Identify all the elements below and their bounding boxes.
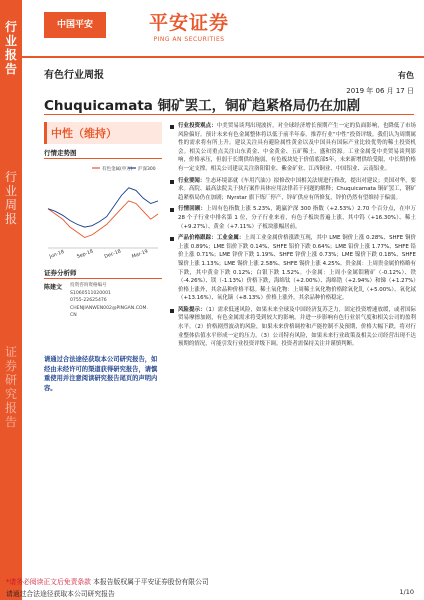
category-label-weekly: 行业周报 [4, 170, 17, 226]
bullet-head: 产品价格跟踪：工业金属： [178, 235, 245, 242]
bullet-body: （1）需求低迷风险，如果未来全球及中国经济复苏乏力，固定投资增速放缓，或者国际贸易摩擦加剧，有色金属需求将受到较大的影响。并进一步影响有色行业景气度和相关公司的盈利水平。（2）价格剧烈波动的风险，如果未来价格调控和产能控制不及预期，价格大幅下跌，将对行业整体估值水平形成一定的压力。（3）公司特有风险，如果未来行业政策及相关公司经营出现不达预期的情况，可能引发行业投资评级下调。投资者需保持关注并谨慎判断。 [178, 306, 416, 348]
analyst-email-tail: CN [70, 313, 77, 319]
bullet-square-icon [170, 237, 174, 241]
bullet-head: 行业投资观点： [178, 123, 217, 129]
analyst-info [70, 282, 148, 320]
rating-text: 中性（维持） [51, 127, 117, 140]
page-number: 1/10 [399, 588, 414, 596]
bullet-text [178, 122, 416, 174]
bullet-investment-view [170, 122, 416, 174]
brand-name-en: PING AN SECURITIES [153, 36, 225, 43]
pingan-logo: 中国平安 [44, 12, 106, 38]
bullet-industry-news [170, 177, 416, 203]
x-tick-label: Dec-18 [103, 249, 122, 260]
bullet-body: 生态环境部就《车用汽油）》拟修改中国相关法规进行修改，提出对建议；美国对华。要求。高院、最高法院关于执行案件具体应用法律若干问题的解释；Chuquicamata 铜矿罢工，钢矿趋紧格局仍在加剧；Nyrstar 旗下炼厂停产，锌矿供应有所修复，锌价仍然有望维持于偏弱。 [178, 177, 416, 201]
analyst-name: 陈建文 [44, 284, 63, 291]
x-tick-label: Mar-19 [131, 249, 149, 260]
footer-notice-prefix: *请务必阅读正文后免责条款 [6, 578, 91, 586]
footer-source: 请通过合法途径获取本公司研究报告 [6, 590, 115, 598]
analyst-heading: 证券分析师 [44, 268, 162, 279]
bullet-body: 上周工业金属价格涨跌互现，其中 LME 铜价上涨 0.28%、SHFE 铜价上涨 0.89%；LME 铝价下跌 0.14%、SHFE 铝价下跌 0.64%；LME 铅价上涨 1.77%、SHFE 铅价上涨 0.71%；LME 锌价下跌 1.19%、SHFE 锌价上涨 0.73%；LME 镍价下跌 0.18%、SHFE 镍价上涨 1.13%；LME 锡价上涨 2.58%、SHFE 锡价上涨 4.25%。贵金属：上周贵金属价格略有下跌，其中黄金下跌 0.12%；白银下跌 1.52%。小金属：上周小金属钼精矿（-0.12%）、铁（-4.26%）、镁（-1.13%）价格下跌，海绵钛（+2.00%）、海绵锆（+2.94%）和锑（+1.27%）价格上涨外，其余品种价格平稳。稀土氧化物：上周稀土氧化物价格除氧化钆（+5.00%）、氧化铽（+13.16%）、氧化镝（+8.13%）价格上涨外，其余品种价格稳定。 [178, 235, 416, 302]
chart-container [44, 162, 162, 262]
left-category-band [0, 0, 22, 600]
category-label-research: 证券研究报告 [4, 345, 17, 429]
bullet-text [178, 234, 416, 303]
analyst-row [44, 282, 162, 320]
x-tick-label: Sep-18 [76, 249, 95, 260]
bullet-text [178, 306, 416, 349]
analyst-info-line: S1060511020001 [70, 290, 111, 296]
brand-block [134, 8, 244, 43]
market-chart-section [44, 148, 162, 262]
report-type: 有色行业周报 [44, 70, 104, 81]
x-tick-label: Jun-18 [48, 249, 66, 260]
bullet-head: 行情回顾： [178, 206, 207, 213]
chart-heading: 行情走势图 [44, 148, 162, 159]
title-divider [44, 114, 414, 115]
footer-notice [6, 576, 209, 586]
category-label-industry-report: 行业报告 [4, 20, 17, 76]
industry-tag: 有色 [398, 71, 414, 80]
report-title: Chuquicamata 铜矿罢工，铜矿趋紧格局仍在加剧 [44, 98, 361, 114]
footer-notice-suffix: 本报告版权属于平安证券股份有限公司 [93, 578, 209, 586]
rating-badge [44, 122, 162, 144]
bullet-price-tracking [170, 234, 416, 303]
bullet-square-icon [170, 309, 174, 313]
analyst-email[interactable]: CHENJIANWEN002@PINGAN.COM. [70, 305, 148, 311]
bullet-text [178, 205, 416, 231]
bullet-head: 风险提示： [178, 306, 206, 313]
analyst-section [44, 268, 162, 320]
brand-name-cn: 平安证券 [148, 12, 229, 34]
access-disclaimer: 请通过合法途径获取本公司研究报告，如经由未经许可的渠道获得研究报告，请慎重使用并注意阅读研究报告尾页的声明内容。 [44, 356, 158, 392]
bullet-text [178, 177, 416, 203]
trend-chart [44, 162, 162, 262]
bullet-square-icon [170, 180, 174, 184]
page-footer [0, 574, 424, 600]
report-date: 2019 年 06 月 17 日 [346, 87, 414, 95]
bullet-head: 行业要闻： [178, 177, 206, 184]
bullet-risk-warning [170, 306, 416, 349]
bullet-square-icon [170, 208, 174, 212]
bullet-body: 中美贸易谈判出现波折，对全球经济增长预期产生一定的负面影响，也降低了市场风险偏好。预计未来有色金属整体将以低于前半年泰。推荐行业“中性”投资评级。我们认为周期属性的需求将有所上升。建议关注具有避险属性黄金以及中国具有国际产业比较优势的稀土投资机会。相关公司重点关注山东黄金、中金黄金、五矿稀土、盛和资源。工业金属受中美贸易谈判影响，价格承压，但弱于长期供给拖弱，有色板块处于价值底部5年，未来新增供给受限，中长期价格有一定支撑。相关公司建议关注洛阳钼业、紫金矿业、江西铜业、中国铝业、云南铝业。 [178, 123, 416, 172]
legend-label: 沪深300 [138, 167, 156, 172]
bullet-body: 上周有色指数上涨 5.23%，跑赢沪深 300 指数（+2.53%）2.70 个百分点，在申万 28 个子行业中排名第 1 位，分子行业来看，有色子板块普遍上涨，其中钨（+16.30%）、稀土（+9.27%）、黄金（+7.11%）子板块涨幅居前。 [178, 206, 416, 230]
main-content [170, 122, 416, 352]
analyst-info-line: 投资咨询资格编号 [70, 283, 107, 288]
analyst-info-line: 0755-22625476 [70, 298, 107, 304]
bullet-square-icon [170, 125, 174, 129]
bullet-market-review [170, 205, 416, 231]
page-header [22, 0, 424, 58]
legend-label: 有色金属(申万) [102, 167, 133, 172]
